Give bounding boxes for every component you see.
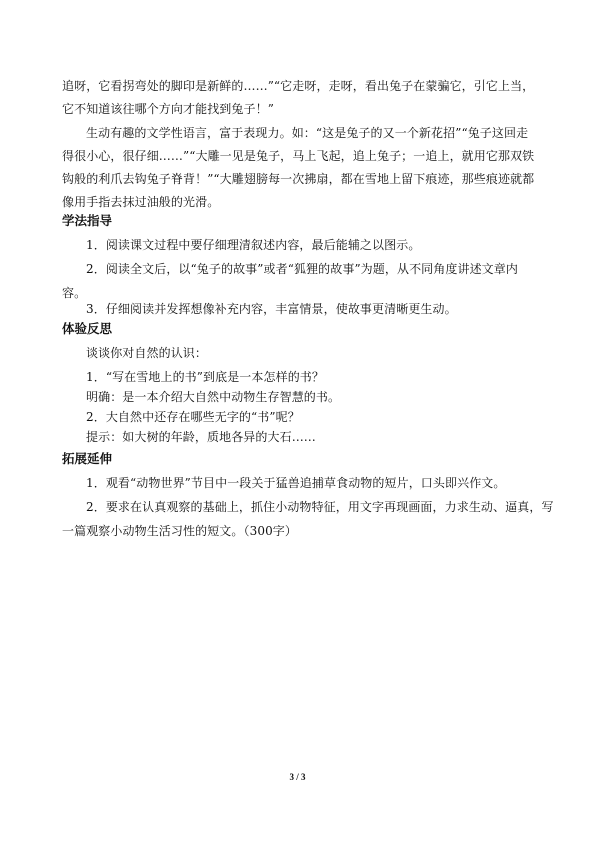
section-2-line-3: 明确：是一本介绍大自然中动物生存智慧的书。: [86, 390, 341, 404]
body-line-4: 得很小心，很仔细……”“大雕一见是兔子，马上飞起，追上兔子；一追上，就用它那双铁: [62, 149, 535, 163]
section-heading-reflection: 体验反思: [62, 321, 113, 336]
body-line-3: 生动有趣的文学性语言，富于表现力。如：“这是兔子的又一个新花招”“兔子这回走: [86, 126, 529, 140]
body-line-5: 钩般的利爪去钩兔子脊背！”“大雕翅膀每一次拂扇，都在雪地上留下痕迹，那些痕迹就都: [62, 172, 535, 186]
page-number: 3 / 3: [289, 772, 306, 782]
section-3-line-1: 1．观看“动物世界”节目中一段关于猛兽追捕草食动物的短片，口头即兴作文。: [86, 476, 506, 490]
section-1-line-2: 2．阅读全文后，以“兔子的故事”或者“狐狸的故事”为题，从不同角度讲述文章内: [86, 262, 518, 276]
section-heading-extension: 拓展延伸: [62, 451, 113, 466]
body-line-1: 追呀，它看拐弯处的脚印是新鲜的……”“它走呀，走呀，看出兔子在蒙骗它，引它上当，: [62, 79, 535, 93]
section-heading-study-guide: 学法指导: [62, 213, 113, 228]
body-line-6: 像用手指去抹过油般的光滑。: [62, 195, 220, 209]
section-3-line-3: 一篇观察小动物生活习性的短文。（300字）: [62, 524, 298, 538]
section-1-line-1: 1．阅读课文过程中要仔细理清叙述内容，最后能辅之以图示。: [86, 238, 421, 252]
body-line-2: 它不知道该往哪个方向才能找到兔子！”: [62, 102, 274, 116]
section-1-line-4: 3．仔细阅读并发挥想像补充内容，丰富情景，使故事更清晰更生动。: [86, 302, 457, 316]
section-1-line-3: 容。: [62, 286, 87, 300]
section-2-line-1: 谈谈你对自然的认识：: [86, 346, 208, 360]
section-2-line-5: 提示：如大树的年龄，质地各异的大石……: [86, 430, 316, 444]
section-2-line-2: 1．“写在雪地上的书”到底是一本怎样的书？: [86, 370, 325, 384]
section-3-line-2: 2．要求在认真观察的基础上，抓住小动物特征，用文字再现画面，力求生动、逼真，写: [86, 500, 554, 514]
section-2-line-4: 2．大自然中还存在哪些无字的“书”呢？: [86, 410, 300, 424]
